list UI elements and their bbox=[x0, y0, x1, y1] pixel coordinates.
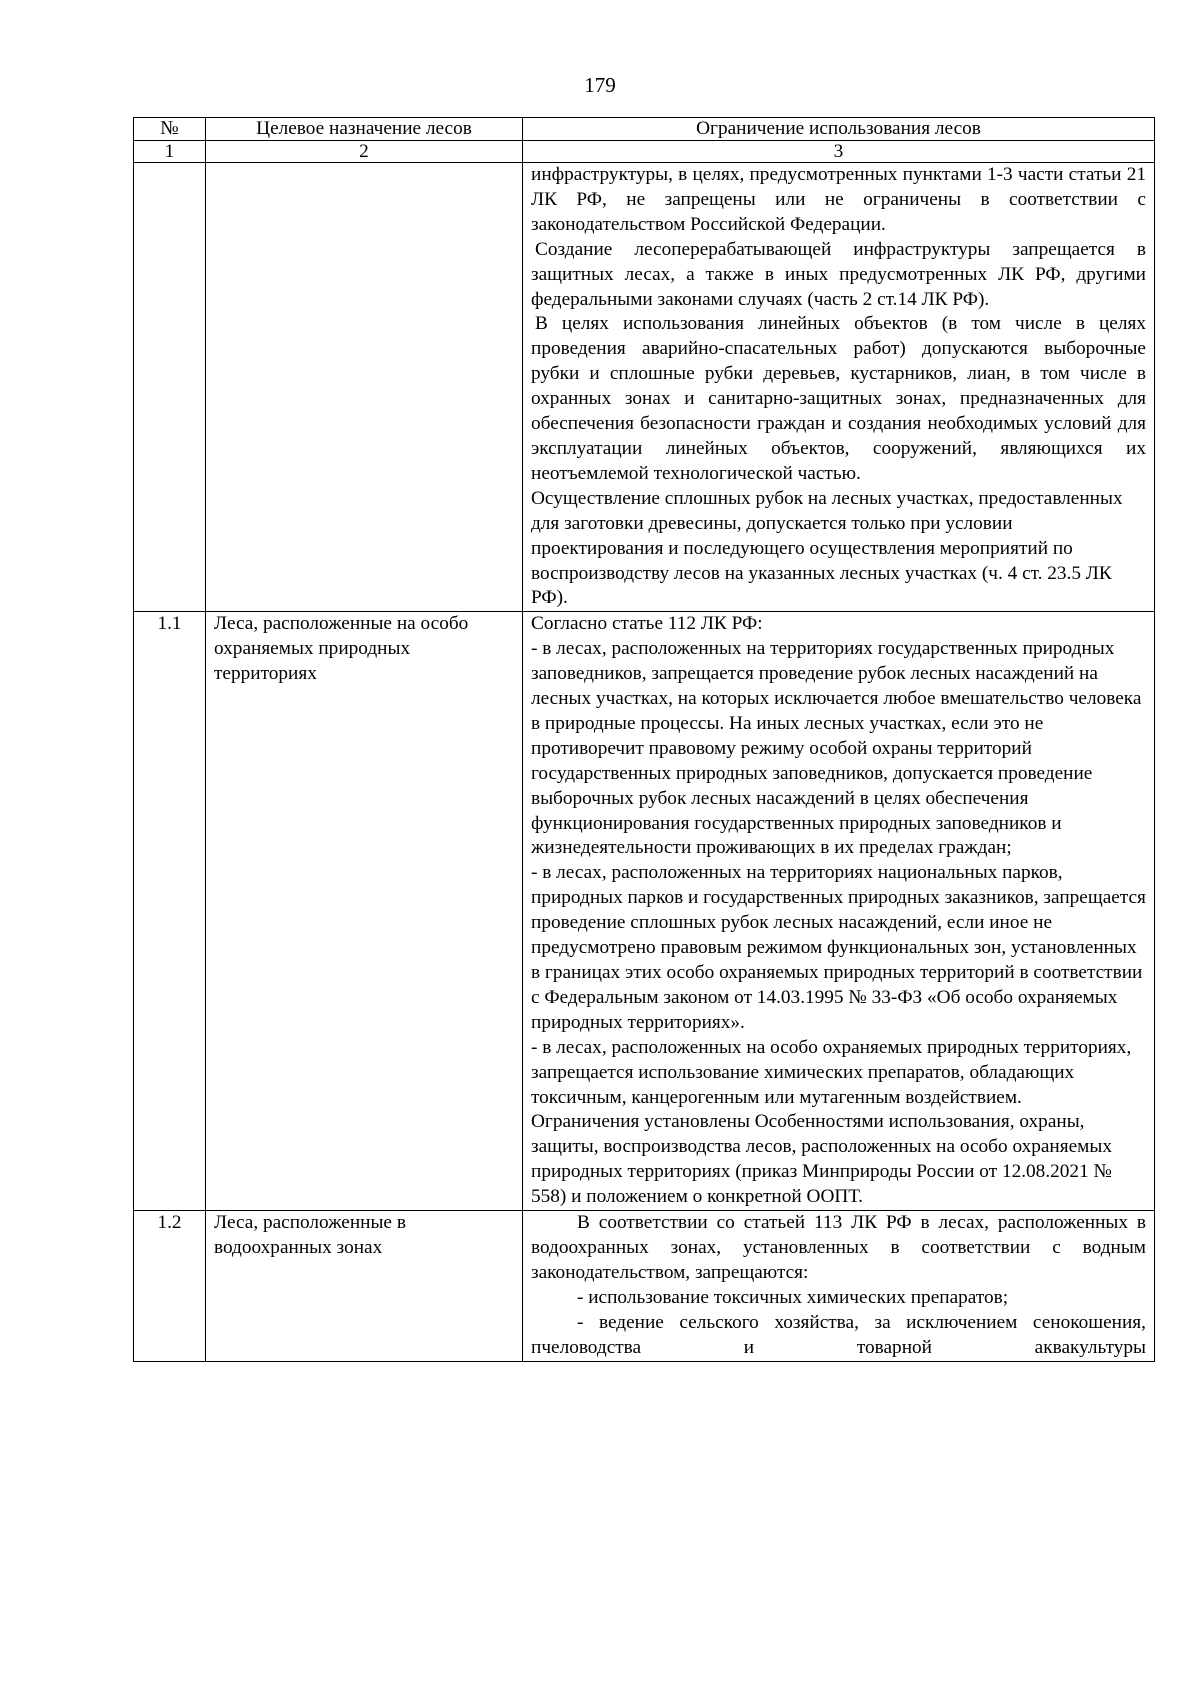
row-purpose: Леса, расположенные в водоохранных зонах bbox=[206, 1211, 523, 1361]
row-index bbox=[134, 163, 206, 612]
table-row bbox=[134, 1211, 1155, 1361]
restriction-paragraph: - в лесах, расположенных на особо охраняемых природных территориях, запрещается использование химических препаратов, обладающих токсичным, канцерогенным или мутагенным воздействием. bbox=[531, 1036, 1132, 1108]
row-restrictions bbox=[523, 1211, 1155, 1361]
row-index: 1.1 bbox=[134, 612, 206, 1211]
restriction-paragraph: - ведение сельского хозяйства, за исключением сенокошения, пчеловодства и товарной аквакультуры bbox=[531, 1311, 1146, 1358]
column-number-3: 3 bbox=[523, 141, 1155, 163]
row-purpose bbox=[206, 163, 523, 612]
row-restrictions bbox=[523, 163, 1155, 612]
header-forest-purpose: Целевое назначение лесов bbox=[206, 118, 523, 141]
restriction-paragraph: В соответствии со статьей 113 ЛК РФ в лесах, расположенных в водоохранных зонах, установленных в соответствии с водным законодательством, запрещаются: bbox=[531, 1212, 1146, 1283]
row-purpose: Леса, расположенные на особо охраняемых природных территориях bbox=[206, 612, 523, 1211]
restriction-paragraph: Ограничения установлены Особенностями использования, охраны, защиты, воспроизводства лесов, расположенных на особо охраняемых природных территориях (приказ Минприроды России от 12.08.2021 № 558) и положением о конкретной ООПТ. bbox=[531, 1111, 1112, 1208]
restriction-paragraph: Создание лесоперерабатывающей инфраструктуры запрещается в защитных лесах, а также в иных предусмотренных ЛК РФ, другими федеральными законами случаях (часть 2 ст.14 ЛК РФ). bbox=[531, 238, 1146, 310]
restriction-paragraph: Согласно статье 112 ЛК РФ: bbox=[531, 613, 763, 635]
row-restrictions bbox=[523, 612, 1155, 1211]
restriction-paragraph: Осуществление сплошных рубок на лесных участках, предоставленных для заготовки древесины, допускается только при условии проектирования и последующего осуществления мероприятий по воспроизводству лесов на указанных лесных участках (ч. 4 ст. 23.5 ЛК РФ). bbox=[531, 487, 1123, 609]
table-row bbox=[134, 612, 1155, 1211]
forest-restrictions-table bbox=[133, 117, 1155, 1362]
restriction-paragraph: инфраструктуры, в целях, предусмотренных пунктами 1-3 части статьи 21 ЛК РФ, не запрещены или не ограничены в соответствии с законодательством Российской Федерации. bbox=[531, 164, 1146, 235]
restriction-paragraph: - использование токсичных химических препаратов; bbox=[577, 1286, 1009, 1308]
header-number: № bbox=[134, 118, 206, 141]
restriction-paragraph: - в лесах, расположенных на территориях государственных природных заповедников, запрещается проведение рубок лесных насаждений на лесных участках, на которых исключается любое вмешательство человека в природные процессы. На иных лесных участках, если это не противоречит правовому режиму особой охраны территорий государственных природных заповедников, допускается проведение выборочных рубок лесных насаждений в целях обеспечения функционирования государственных природных заповедников и жизнедеятельности проживающих в их пределах граждан; bbox=[531, 638, 1142, 859]
column-number-2: 2 bbox=[206, 141, 523, 163]
table-header-row bbox=[134, 118, 1155, 141]
table-row bbox=[134, 163, 1155, 612]
row-index: 1.2 bbox=[134, 1211, 206, 1361]
column-number-row bbox=[134, 141, 1155, 163]
header-usage-restrictions: Ограничение использования лесов bbox=[523, 118, 1155, 141]
column-number-1: 1 bbox=[134, 141, 206, 163]
restriction-paragraph: В целях использования линейных объектов (в том числе в целях проведения аварийно-спасательных работ) допускаются выборочные рубки и сплошные рубки деревьев, кустарников, лиан, в том числе в охранных зонах и санитарно-защитных зонах, предназначенных для обеспечения безопасности граждан и создания необходимых условий для эксплуатации линейных объектов, сооружений, являющихся их неотъемлемой технологической частью. bbox=[531, 313, 1146, 484]
restriction-paragraph: - в лесах, расположенных на территориях национальных парков, природных парков и государственных природных заказников, запрещается проведение сплошных рубок лесных насаждений, если иное не предусмотрено правовым режимом функциональных зон, установленных в границах этих особо охраняемых природных территорий в соответствии с Федеральным законом от 14.03.1995 № 33-ФЗ «Об особо охраняемых природных территориях». bbox=[531, 862, 1146, 1033]
page-number: 179 bbox=[584, 73, 616, 97]
